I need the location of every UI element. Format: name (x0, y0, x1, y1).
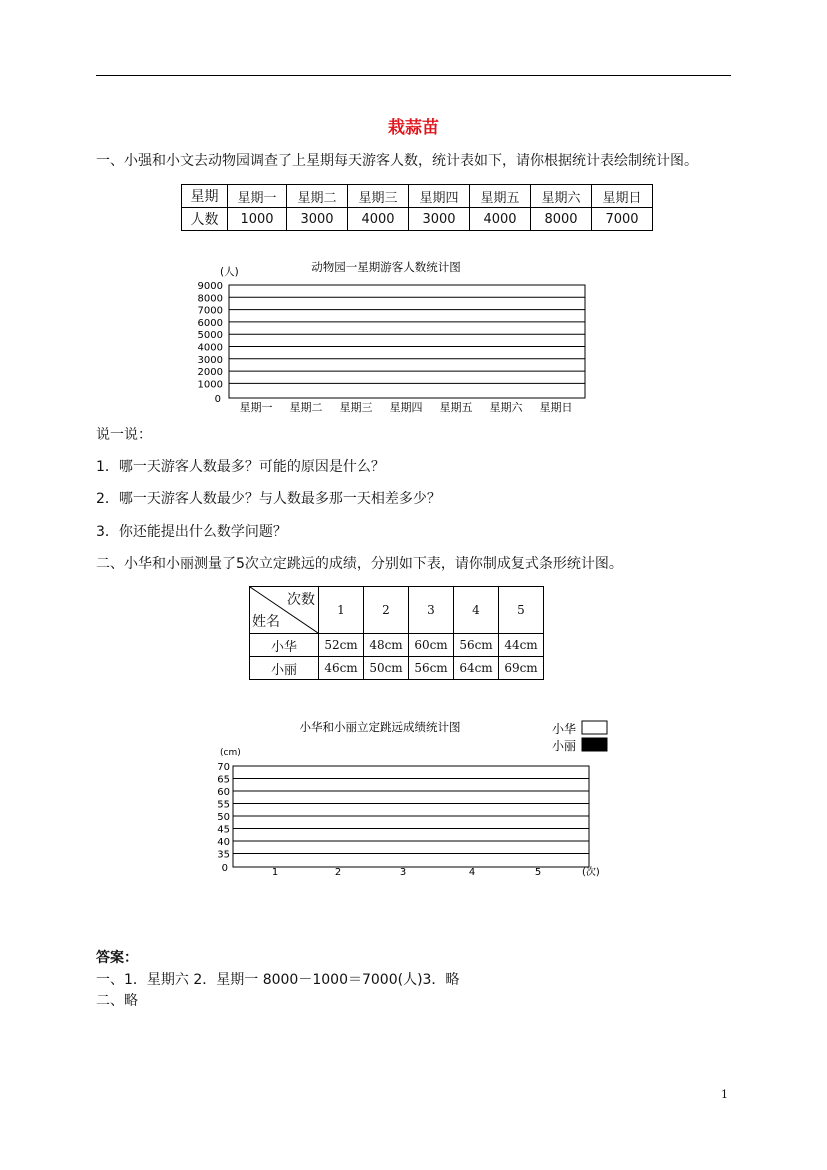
table-cell: 4000 (470, 208, 531, 231)
table-row (250, 657, 544, 680)
y-tick-label: 35 (217, 849, 230, 861)
x-labels (272, 867, 541, 878)
chart-title: 小华和小丽立定跳远成绩统计图 (299, 720, 461, 734)
y-ticks (217, 762, 230, 874)
plot-frame (229, 285, 585, 398)
y-tick-label: 60 (217, 787, 230, 798)
row-name: 小华 (250, 634, 319, 657)
jump-chart (210, 715, 620, 885)
x-tick-label: 4 (468, 867, 476, 878)
table-column-header: 4 (454, 587, 499, 634)
answer-line-1: 一、1．星期六 2．星期一 8000－1000＝7000(人)3．略 (96, 972, 460, 988)
y-tick-label: 3000 (197, 354, 223, 366)
y-ticks (198, 281, 223, 405)
table-cell: 星期一 (228, 185, 287, 208)
diagonal-bottom-label: 姓名 (252, 614, 280, 630)
diagonal-header (250, 587, 319, 634)
table-cell: 56cm (454, 634, 499, 657)
y-tick-label: 5000 (197, 330, 223, 342)
table-cell: 69cm (499, 657, 544, 680)
table-cell: 50cm (364, 657, 409, 680)
y-tick-label: 50 (217, 812, 230, 823)
legend-label: 小华 (552, 722, 577, 736)
x-tick-label: 星期四 (389, 401, 423, 414)
y-tick-label: 7000 (197, 305, 223, 317)
table-cell: 3000 (409, 208, 470, 231)
y-tick-label: 55 (217, 799, 230, 811)
row-name: 小丽 (250, 657, 319, 680)
x-tick-label: 5 (534, 867, 542, 878)
y-axis-unit: (人) (220, 266, 239, 278)
y-tick-label: 4000 (197, 342, 223, 354)
x-tick-label: 1 (271, 867, 279, 878)
table-cell: 46cm (319, 657, 364, 680)
table-cell: 48cm (364, 634, 409, 657)
table-cell: 60cm (409, 634, 454, 657)
table-column-header: 2 (364, 587, 409, 634)
say-label: 说一说： (96, 427, 152, 443)
table-row (182, 185, 653, 208)
page-number: 1 (721, 1088, 728, 1101)
table-row (250, 587, 544, 634)
answer-line-2: 二、略 (96, 993, 138, 1009)
legend-swatch (582, 721, 607, 734)
table-cell: 星期四 (409, 185, 470, 208)
y-tick-label: 8000 (197, 293, 223, 305)
diagonal-top-label: 次数 (287, 592, 315, 608)
x-labels (240, 400, 573, 414)
visitor-chart (180, 255, 600, 415)
chart-title: 动物园一星期游客人数统计图 (311, 260, 461, 274)
y-tick-label: 45 (217, 824, 230, 836)
table-row (250, 634, 544, 657)
x-tick-label: 星期六 (489, 401, 523, 414)
y-tick-label: 6000 (197, 317, 223, 329)
table-row-header: 星期 (182, 185, 228, 208)
y-tick-label: 40 (217, 837, 230, 848)
x-tick-label: 星期二 (289, 401, 323, 414)
legend-label: 小丽 (552, 739, 577, 753)
question-1-intro: 一、小强和小文去动物园调查了上星期每天游客人数，统计表如下，请你根据统计表绘制统计图。 (96, 153, 698, 169)
answers-heading: 答案： (96, 950, 138, 966)
page-title: 栽蒜苗 (388, 118, 439, 138)
x-tick-label: 星期一 (239, 401, 273, 414)
y-tick-label: 9000 (197, 281, 223, 292)
header-rule (96, 75, 731, 76)
y-tick-label: 0 (214, 394, 221, 405)
table-cell: 64cm (454, 657, 499, 680)
table-cell: 8000 (531, 208, 592, 231)
table-cell: 7000 (592, 208, 653, 231)
table-cell: 44cm (499, 634, 544, 657)
legend-swatch (582, 738, 607, 751)
table-cell: 星期五 (470, 185, 531, 208)
table-cell: 星期三 (348, 185, 409, 208)
y-tick-label: 70 (217, 762, 230, 773)
question-1-1: 1．哪一天游客人数最多？可能的原因是什么？ (96, 459, 385, 475)
table-cell: 56cm (409, 657, 454, 680)
x-axis-unit: (次) (582, 867, 600, 878)
question-2-intro: 二、小华和小丽测量了5次立定跳远的成绩，分别如下表，请你制成复式条形统计图。 (96, 556, 623, 572)
table-cell: 4000 (348, 208, 409, 231)
y-tick-label: 65 (217, 774, 230, 786)
table-cell: 星期六 (531, 185, 592, 208)
table-cell: 1000 (228, 208, 287, 231)
x-tick-label: 星期三 (339, 401, 373, 414)
table-cell: 星期日 (592, 185, 653, 208)
y-tick-label: 2000 (197, 367, 223, 379)
table-row (182, 208, 653, 231)
x-tick-label: 3 (399, 867, 407, 878)
y-tick-label: 1000 (197, 379, 223, 391)
table-cell: 星期二 (287, 185, 348, 208)
question-1-3: 3．你还能提出什么数学问题？ (96, 524, 287, 540)
question-1-2: 2．哪一天游客人数最少？与人数最多那一天相差多少？ (96, 491, 441, 507)
y-axis-unit: (cm) (220, 748, 241, 758)
x-tick-label: 星期日 (539, 401, 573, 414)
table-cell: 52cm (319, 634, 364, 657)
table-column-header: 5 (499, 587, 544, 634)
table-row-header: 人数 (182, 208, 228, 231)
jump-table (249, 586, 544, 680)
visitor-table (181, 184, 653, 231)
table-column-header: 1 (319, 587, 364, 634)
x-tick-label: 星期五 (439, 401, 473, 414)
y-tick-label: 0 (221, 863, 228, 874)
table-cell: 3000 (287, 208, 348, 231)
table-column-header: 3 (409, 587, 454, 634)
x-tick-label: 2 (334, 867, 342, 878)
